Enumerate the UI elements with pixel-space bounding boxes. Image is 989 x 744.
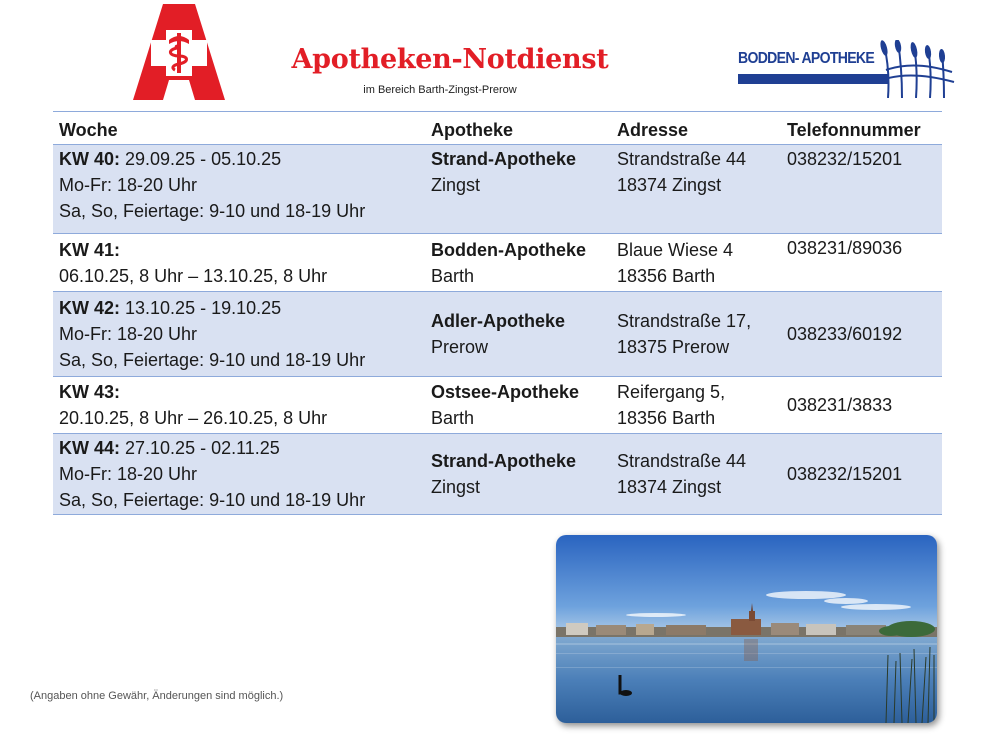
hours-line: 20.10.25, 8 Uhr – 26.10.25, 8 Uhr — [59, 408, 328, 428]
hours-line: Mo-Fr: 18-20 Uhr — [59, 324, 198, 344]
phone-cell: 038233/60192 — [781, 292, 942, 377]
town-photo — [556, 535, 937, 723]
phone-cell: 038231/3833 — [781, 377, 942, 434]
hours-line: Mo-Fr: 18-20 Uhr — [59, 464, 198, 484]
week-label: KW 44: — [59, 438, 121, 458]
hours-line: Sa, So, Feiertage: 9-10 und 18-19 Uhr — [59, 201, 366, 221]
hours-line: Mo-Fr: 18-20 Uhr — [59, 175, 198, 195]
table-row — [53, 377, 942, 434]
table-row — [53, 292, 942, 377]
pharmacy-cell — [425, 377, 611, 434]
page-subtitle: im Bereich Barth-Zingst-Prerow — [363, 84, 517, 96]
reeds-icon — [880, 40, 956, 98]
pharmacy-cell — [425, 434, 611, 515]
address-cell — [611, 377, 781, 434]
hours-line: Sa, So, Feiertage: 9-10 und 18-19 Uhr — [59, 490, 366, 510]
week-label: KW 41: — [59, 239, 121, 260]
column-header-telefonnummer: Telefonnummer — [781, 112, 942, 145]
phone-cell: 038231/89036 — [781, 234, 942, 292]
apotheke-a-logo-icon — [133, 4, 225, 100]
phone-cell: 038232/15201 — [781, 145, 942, 234]
pharmacy-town: Prerow — [431, 337, 489, 357]
brand-name: BODDEN- APOTHEKE — [738, 50, 875, 67]
address-cell — [611, 434, 781, 515]
address-city: 18374 Zingst — [617, 477, 722, 497]
address-cell — [611, 145, 781, 234]
pharmacy-name: Ostsee-Apotheke — [431, 382, 580, 402]
address-city: 18375 Prerow — [617, 337, 730, 357]
week-cell — [53, 434, 425, 515]
pharmacy-name: Bodden-Apotheke — [431, 239, 586, 260]
address-street: Strandstraße 44 — [617, 451, 747, 471]
table-row — [53, 234, 942, 292]
pharmacy-cell — [425, 292, 611, 377]
pharmacy-name: Strand-Apotheke — [431, 149, 577, 169]
hours-line: Sa, So, Feiertage: 9-10 und 18-19 Uhr — [59, 350, 366, 370]
address-cell — [611, 234, 781, 292]
address-street: Strandstraße 17, — [617, 311, 752, 331]
week-label: KW 42: — [59, 298, 121, 318]
week-label: KW 43: — [59, 382, 121, 402]
week-range: 27.10.25 - 02.11.25 — [120, 438, 280, 458]
page-title: Apotheken-Notdienst — [291, 44, 609, 75]
notdienst-table — [53, 111, 942, 515]
address-city: 18356 Barth — [617, 408, 716, 428]
column-header-woche: Woche — [53, 112, 425, 145]
week-cell — [53, 234, 425, 292]
week-cell — [53, 377, 425, 434]
column-header-apotheke: Apotheke — [425, 112, 611, 145]
address-cell — [611, 292, 781, 377]
week-label: KW 40: — [59, 149, 121, 169]
pharmacy-town: Barth — [431, 265, 475, 286]
pharmacy-town: Barth — [431, 408, 475, 428]
address-city: 18374 Zingst — [617, 175, 722, 195]
table-header-row — [53, 112, 942, 145]
pharmacy-town: Zingst — [431, 175, 481, 195]
bodden-apotheke-logo — [738, 40, 954, 98]
week-cell — [53, 292, 425, 377]
pharmacy-name: Adler-Apotheke — [431, 311, 566, 331]
brand-bar — [738, 74, 888, 84]
table-row — [53, 145, 942, 234]
week-cell — [53, 145, 425, 234]
disclaimer-text: (Angaben ohne Gewähr, Änderungen sind möglich.) — [30, 690, 284, 702]
pharmacy-town: Zingst — [431, 477, 481, 497]
pharmacy-name: Strand-Apotheke — [431, 451, 577, 471]
column-header-adresse: Adresse — [611, 112, 781, 145]
address-city: 18356 Barth — [617, 265, 716, 286]
week-range: 29.09.25 - 05.10.25 — [120, 149, 282, 169]
address-street: Strandstraße 44 — [617, 149, 747, 169]
hours-line: 06.10.25, 8 Uhr – 13.10.25, 8 Uhr — [59, 265, 328, 286]
address-street: Blaue Wiese 4 — [617, 239, 734, 260]
pharmacy-cell — [425, 145, 611, 234]
phone-cell: 038232/15201 — [781, 434, 942, 515]
table-row — [53, 434, 942, 515]
pharmacy-cell — [425, 234, 611, 292]
address-street: Reifergang 5, — [617, 382, 726, 402]
week-range: 13.10.25 - 19.10.25 — [120, 298, 282, 318]
